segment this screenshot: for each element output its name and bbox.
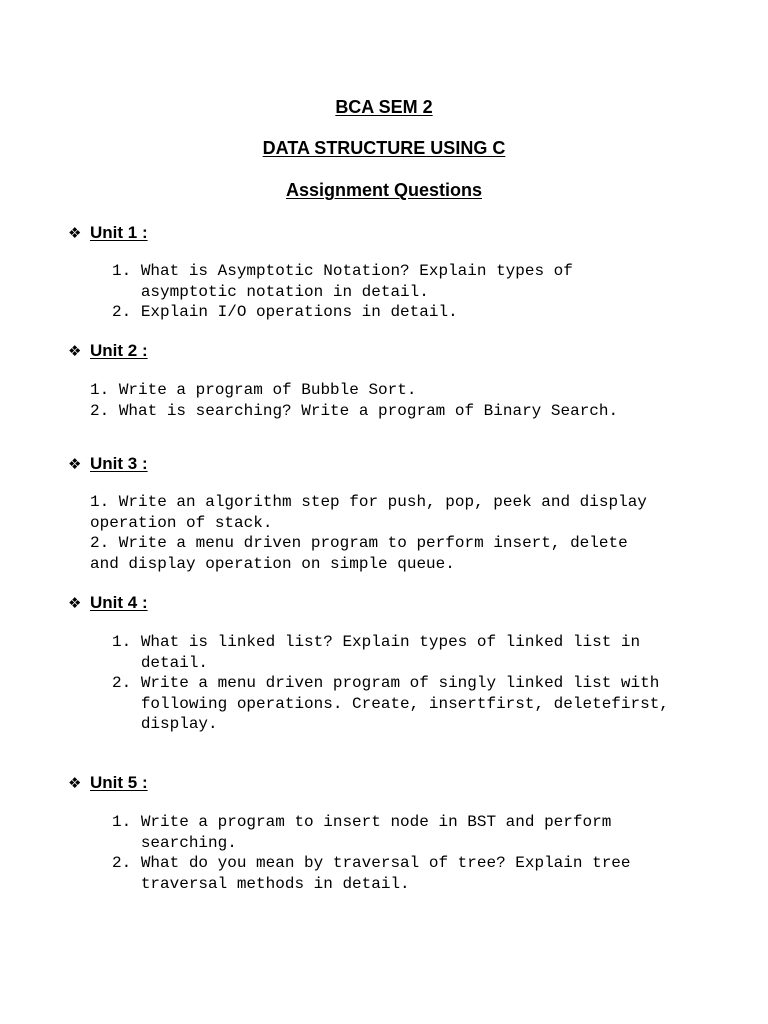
list-item bbox=[90, 401, 750, 422]
question-text: Explain I/O operations in detail. bbox=[140, 303, 458, 321]
question-number: 1. bbox=[90, 381, 119, 399]
question-text: Write a program of Bubble Sort. bbox=[118, 381, 417, 399]
question-text: What is Asymptotic Notation? Explain types of asymptotic notation in detail. bbox=[140, 262, 573, 301]
list-item bbox=[112, 812, 672, 853]
unit-4-heading bbox=[68, 592, 148, 614]
question-text: What is linked list? Explain types of linked list in detail. bbox=[140, 633, 641, 672]
subject-title: DATA STRUCTURE USING C bbox=[262, 138, 506, 158]
question-number: 2. bbox=[112, 674, 141, 692]
unit-3-heading bbox=[68, 453, 148, 475]
list-item bbox=[112, 632, 672, 673]
question-number: 2. bbox=[112, 303, 141, 321]
list-item bbox=[112, 302, 672, 323]
unit-2-question-list bbox=[90, 380, 750, 421]
unit-label: Unit 3 : bbox=[90, 454, 148, 473]
question-number: 2. bbox=[112, 854, 141, 872]
question-number: 1. bbox=[112, 813, 141, 831]
unit-4-question-list bbox=[112, 632, 672, 735]
unit-5-question-list bbox=[112, 812, 672, 894]
assignment-heading: Assignment Questions bbox=[285, 180, 483, 200]
question-number: 1. bbox=[112, 633, 141, 651]
unit-3-question-list bbox=[90, 492, 650, 574]
list-item bbox=[112, 261, 672, 302]
unit-label: Unit 5 : bbox=[90, 773, 148, 792]
unit-2-heading bbox=[68, 340, 148, 362]
question-number: 1. bbox=[112, 262, 141, 280]
list-item: 1. Write an algorithm step for push, pop, peek and display operation of stack. bbox=[90, 493, 647, 532]
question-text: Write a menu driven program of singly linked list with following operations. Create, insertfirst, deletefirst, display. bbox=[140, 674, 669, 733]
question-text: What is searching? Write a program of Binary Search. bbox=[118, 401, 619, 420]
question-text: What do you mean by traversal of tree? Explain tree traversal methods in detail. bbox=[140, 854, 631, 893]
four-diamond-bullet-icon: ❖ bbox=[68, 455, 82, 473]
list-item bbox=[90, 380, 750, 401]
question-number: 2. bbox=[90, 401, 119, 420]
list-item: 2. Write a menu driven program to perform insert, delete and display operation on simple queue. bbox=[90, 534, 628, 573]
unit-5-heading bbox=[68, 772, 148, 794]
unit-label: Unit 4 : bbox=[90, 593, 148, 612]
list-item bbox=[112, 673, 672, 735]
four-diamond-bullet-icon: ❖ bbox=[68, 224, 82, 242]
question-text: Write a program to insert node in BST and perform searching. bbox=[140, 813, 612, 852]
unit-label: Unit 1 : bbox=[90, 223, 148, 242]
list-item bbox=[112, 853, 672, 894]
unit-1-question-list bbox=[112, 261, 672, 323]
unit-1-heading bbox=[68, 222, 148, 244]
four-diamond-bullet-icon: ❖ bbox=[68, 594, 82, 612]
four-diamond-bullet-icon: ❖ bbox=[68, 774, 82, 792]
course-title: BCA SEM 2 bbox=[335, 97, 433, 117]
four-diamond-bullet-icon: ❖ bbox=[68, 342, 82, 360]
unit-label: Unit 2 : bbox=[90, 341, 148, 360]
